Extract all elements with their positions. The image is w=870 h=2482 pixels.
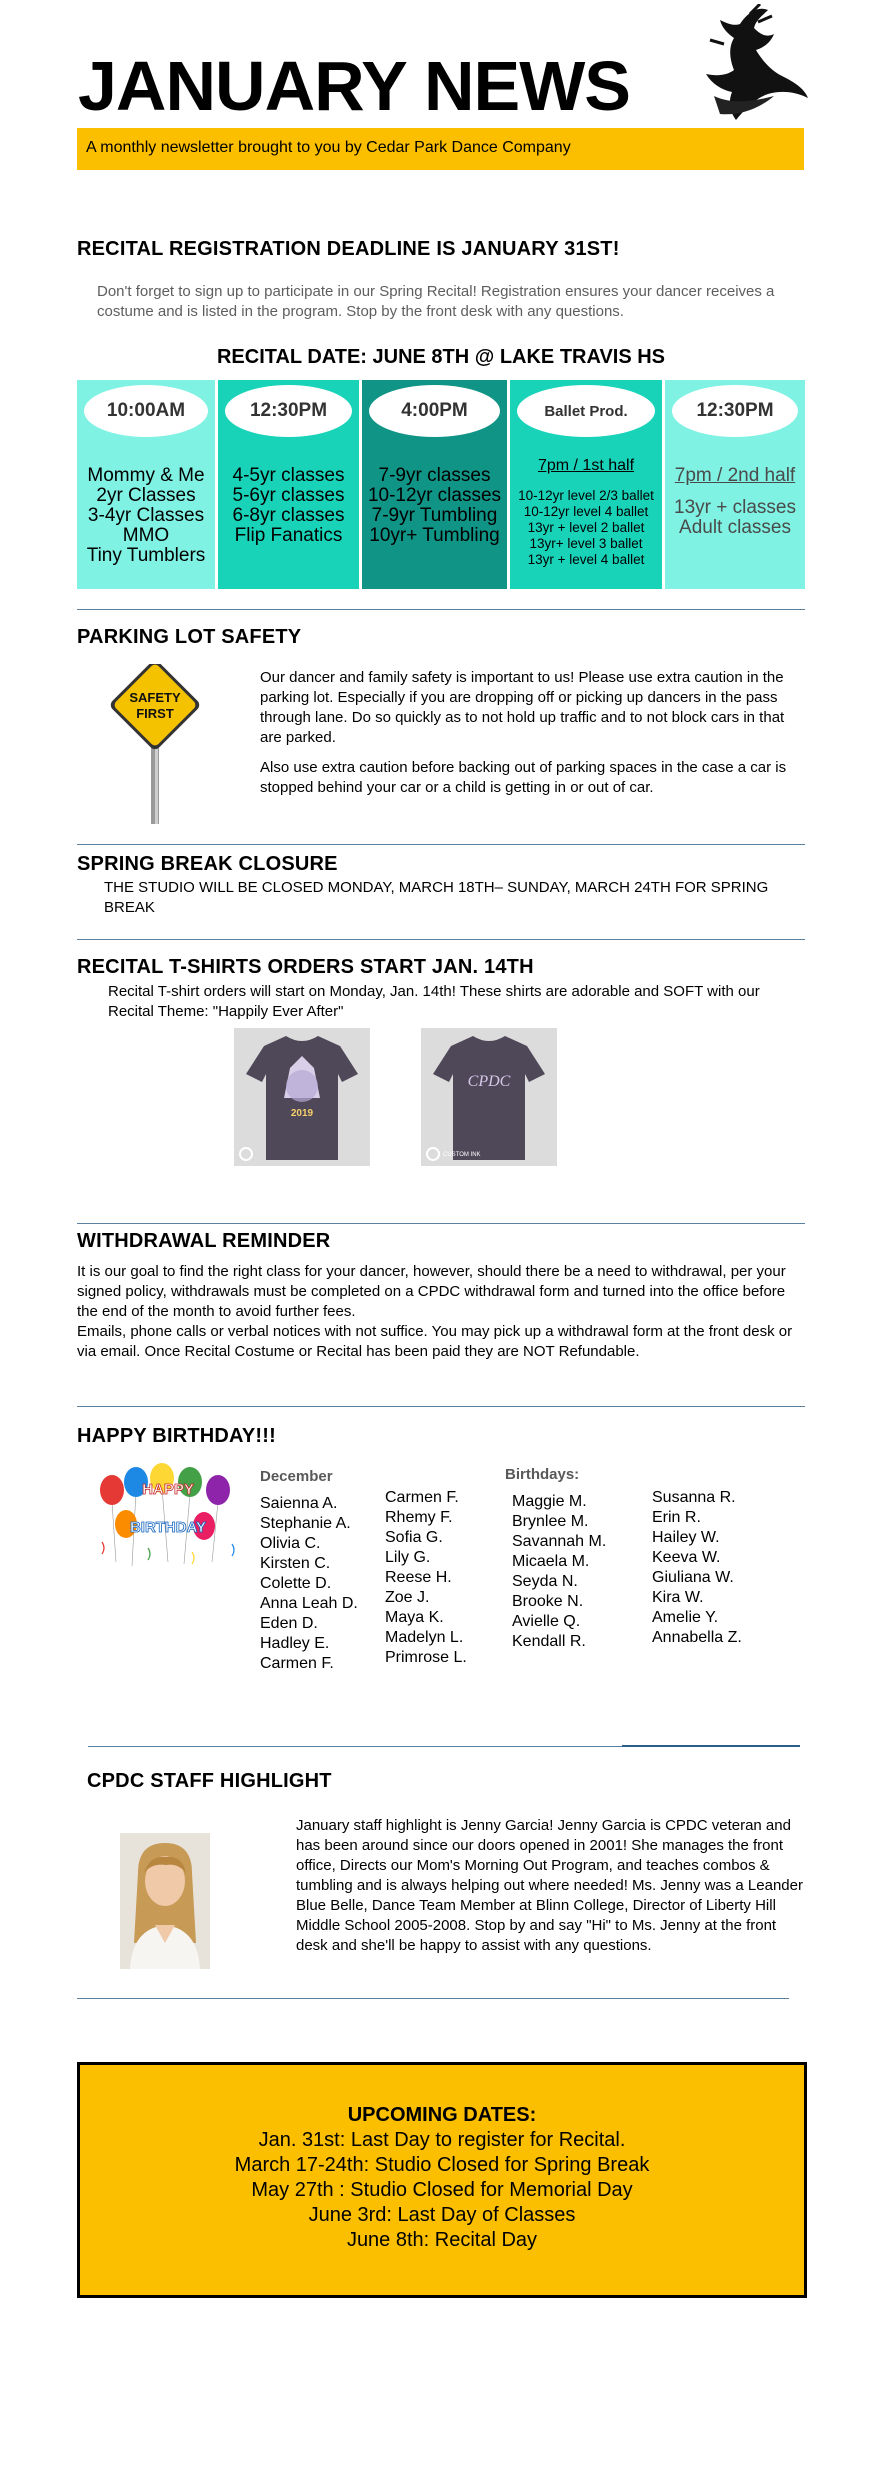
subtitle-text: A monthly newsletter brought to you by Cedar Park Dance Company — [86, 139, 571, 156]
birthday-name: Amelie Y. — [652, 1609, 719, 1626]
time-oval: 10:00AM — [84, 385, 208, 437]
birthday-name: Hadley E. — [260, 1635, 330, 1652]
sign-text-line: FIRST — [136, 706, 174, 721]
birthday-name: Rhemy F. — [385, 1509, 453, 1526]
schedule-line: 10-12yr classes — [367, 485, 502, 506]
withdrawal-paragraph: Emails, phone calls or verbal notices with not suffice. You may pick up a withdrawal form at the front desk or via email. Once Recital Costume or Recital has been paid they are NOT Refundable. — [77, 1323, 793, 1360]
schedule-line: Tiny Tumblers — [86, 545, 206, 566]
schedule-line: 13yr+ level 3 ballet — [529, 536, 643, 551]
birthday-name: Maggie M. — [512, 1493, 587, 1510]
parking-paragraph: Also use extra caution before backing out of parking spaces in the case a car is stopped behind your car or a child is getting in or out of car. — [260, 759, 787, 796]
upcoming-item: March 17-24th: Studio Closed for Spring Break — [234, 2154, 650, 2176]
birthday-name: Zoe J. — [385, 1589, 430, 1606]
birthday-heading: HAPPY BIRTHDAY!!! — [77, 1425, 276, 1447]
schedule-line: 10-12yr level 4 ballet — [523, 504, 649, 519]
section-divider — [77, 939, 805, 940]
birthday-name: Carmen F. — [385, 1489, 459, 1506]
tshirt-front-text: 2019 — [290, 1108, 314, 1119]
schedule-column — [77, 380, 215, 589]
tshirt-heading: RECITAL T-SHIRTS ORDERS START JAN. 14TH — [77, 956, 534, 978]
schedule-line: 4-5yr classes — [232, 465, 345, 486]
staff-heading: CPDC STAFF HIGHLIGHT — [87, 1770, 332, 1792]
schedule-line: 13yr + level 4 ballet — [527, 552, 645, 567]
birthday-name: Saienna A. — [260, 1495, 338, 1512]
dancer-logo-icon — [700, 4, 810, 126]
birthday-graphic-text: HAPPY — [142, 1481, 194, 1498]
spring-break-heading: SPRING BREAK CLOSURE — [77, 853, 338, 875]
schedule-line: Flip Fanatics — [234, 525, 343, 546]
birthday-name: Olivia C. — [260, 1535, 321, 1552]
birthday-name: Hailey W. — [652, 1529, 720, 1546]
section-divider — [77, 844, 805, 845]
birthday-name: Maya K. — [385, 1609, 444, 1626]
staff-photo — [120, 1833, 210, 1969]
subtitle-banner — [77, 128, 804, 170]
schedule-line: 10yr+ Tumbling — [369, 525, 500, 546]
birthday-name: Madelyn L. — [385, 1629, 464, 1646]
birthday-name: Brooke N. — [512, 1593, 584, 1610]
birthday-name: Stephanie A. — [260, 1515, 351, 1532]
schedule-line: 13yr + classes — [674, 497, 796, 518]
withdrawal-heading: WITHDRAWAL REMINDER — [77, 1230, 331, 1252]
tshirt-back-text: CPDC — [467, 1073, 511, 1090]
staff-body: January staff highlight is Jenny Garcia! Jenny Garcia is CPDC veteran and has been around since our doors opened in 2001! She manages the front office, Directs our Mom's Morning Out Program, and teaches combos & tumbling and is always helping out where needed! Ms. Jenny was a Leander Blue Belle, Dance Team Member at Blinn College, Director of Liberty Hill Middle School 2005-2008. Stop by and say "Hi" to Ms. Jenny at the front desk and she'll be happy to assist with any questions. — [296, 1817, 803, 1954]
birthday-name: Kirsten C. — [260, 1555, 331, 1572]
birthday-name: Eden D. — [260, 1615, 318, 1632]
schedule-subheading: 7pm / 2nd half — [674, 465, 796, 486]
birthday-name: Keeva W. — [652, 1549, 721, 1566]
section-divider — [77, 1406, 805, 1407]
birthday-name: Sofia G. — [385, 1529, 443, 1546]
upcoming-item: June 8th: Recital Day — [346, 2229, 538, 2251]
registration-body: Don't forget to sign up to participate in our Spring Recital! Registration ensures your dancer receives a costume and is listed in the program. Stop by the front desk with any questions. — [97, 283, 775, 320]
schedule-subheading: 7pm / 1st half — [537, 457, 635, 474]
time-oval: Ballet Prod. — [517, 385, 655, 437]
birthday-name: Reese H. — [385, 1569, 452, 1586]
birthday-name: Seyda N. — [512, 1573, 578, 1590]
newsletter-title: JANUARY NEWS — [78, 47, 630, 125]
schedule-column — [362, 380, 507, 589]
withdrawal-paragraph: It is our goal to find the right class for your dancer, however, should there be a need to withdrawal, per your signed policy, withdrawals must be completed on a CPDC withdrawal form and turned into the office before the end of the month to avoid further fees. — [77, 1263, 786, 1320]
schedule-column — [665, 380, 805, 589]
schedule-column — [218, 380, 359, 589]
recital-schedule-table — [77, 380, 805, 589]
tshirt-front-image — [234, 1028, 370, 1166]
birthday-list — [512, 1492, 606, 1652]
schedule-line: MMO — [122, 525, 170, 546]
birthday-name: Micaela M. — [512, 1553, 590, 1570]
birthday-list — [385, 1488, 467, 1668]
time-oval: 12:30PM — [225, 385, 352, 437]
tshirt-body: Recital T-shirt orders will start on Monday, Jan. 14th! These shirts are adorable and SOFT with our Recital Theme: "Happily Ever After" — [108, 983, 760, 1020]
birthday-name: Annabella Z. — [652, 1629, 742, 1646]
birthday-name: Avielle Q. — [512, 1613, 581, 1630]
schedule-line: 7-9yr Tumbling — [371, 505, 498, 526]
birthday-name: Colette D. — [260, 1575, 332, 1592]
recital-date: RECITAL DATE: JUNE 8TH @ LAKE TRAVIS HS — [216, 346, 666, 368]
schedule-line: 3-4yr Classes — [87, 505, 205, 526]
birthday-name: Susanna R. — [652, 1489, 736, 1506]
upcoming-item: June 3rd: Last Day of Classes — [308, 2204, 576, 2226]
time-oval: 4:00PM — [369, 385, 500, 437]
birthday-name: Lily G. — [385, 1549, 431, 1566]
registration-heading: RECITAL REGISTRATION DEADLINE IS JANUARY 31ST! — [77, 238, 620, 260]
section-divider-accent — [622, 1745, 800, 1747]
birthday-name: Kendall R. — [512, 1633, 586, 1650]
schedule-line: 5-6yr classes — [232, 485, 345, 506]
birthday-graphic-text: BIRTHDAY — [129, 1519, 207, 1536]
birthday-name: Savannah M. — [512, 1533, 607, 1550]
upcoming-dates-box — [77, 2062, 807, 2298]
birthday-name: Kira W. — [652, 1589, 704, 1606]
safety-first-sign-icon — [104, 664, 206, 824]
spring-break-body: THE STUDIO WILL BE CLOSED MONDAY, MARCH 18TH– SUNDAY, MARCH 24TH FOR SPRING BREAK — [104, 879, 769, 916]
birthday-name: Primrose L. — [385, 1649, 467, 1666]
schedule-line: 13yr + level 2 ballet — [527, 520, 645, 535]
sign-text-line: SAFETY — [129, 690, 181, 705]
birthday-name: Anna Leah D. — [260, 1595, 358, 1612]
birthday-name: Carmen F. — [260, 1655, 334, 1672]
tshirt-tag-text: CUSTOM INK — [443, 1152, 481, 1158]
schedule-column — [510, 380, 662, 589]
birthday-list — [652, 1488, 742, 1648]
schedule-line: 6-8yr classes — [232, 505, 345, 526]
birthdays-label: Birthdays: — [505, 1466, 580, 1483]
birthday-name: Giuliana W. — [652, 1569, 734, 1586]
birthday-name: Brynlee M. — [512, 1513, 589, 1530]
section-divider — [77, 1998, 789, 1999]
schedule-line: Adult classes — [679, 517, 791, 538]
section-divider — [77, 1223, 805, 1224]
schedule-line: Mommy & Me — [87, 465, 205, 486]
birthday-list — [260, 1494, 358, 1674]
tshirt-back-image — [421, 1028, 557, 1166]
schedule-line: 2yr Classes — [96, 485, 196, 506]
upcoming-item: May 27th : Studio Closed for Memorial Day — [251, 2179, 633, 2201]
parking-heading: PARKING LOT SAFETY — [77, 626, 302, 648]
schedule-line: 10-12yr level 2/3 ballet — [518, 488, 654, 503]
upcoming-heading: UPCOMING DATES: — [347, 2104, 537, 2126]
section-divider — [77, 609, 805, 610]
birthday-balloons-icon — [92, 1462, 244, 1574]
time-oval: 12:30PM — [672, 385, 798, 437]
parking-paragraph: Our dancer and family safety is important to us! Please use extra caution in the parking lot. Especially if you are dropping off or picking up dancers in the pass through lane. Do so quickly as to not hold up traffic and to not block cars in that are parked. — [260, 669, 785, 746]
birthday-name: Erin R. — [652, 1509, 701, 1526]
schedule-line: 7-9yr classes — [378, 465, 491, 486]
upcoming-item: Jan. 31st: Last Day to register for Recital. — [258, 2129, 626, 2151]
december-label: December — [260, 1468, 333, 1485]
